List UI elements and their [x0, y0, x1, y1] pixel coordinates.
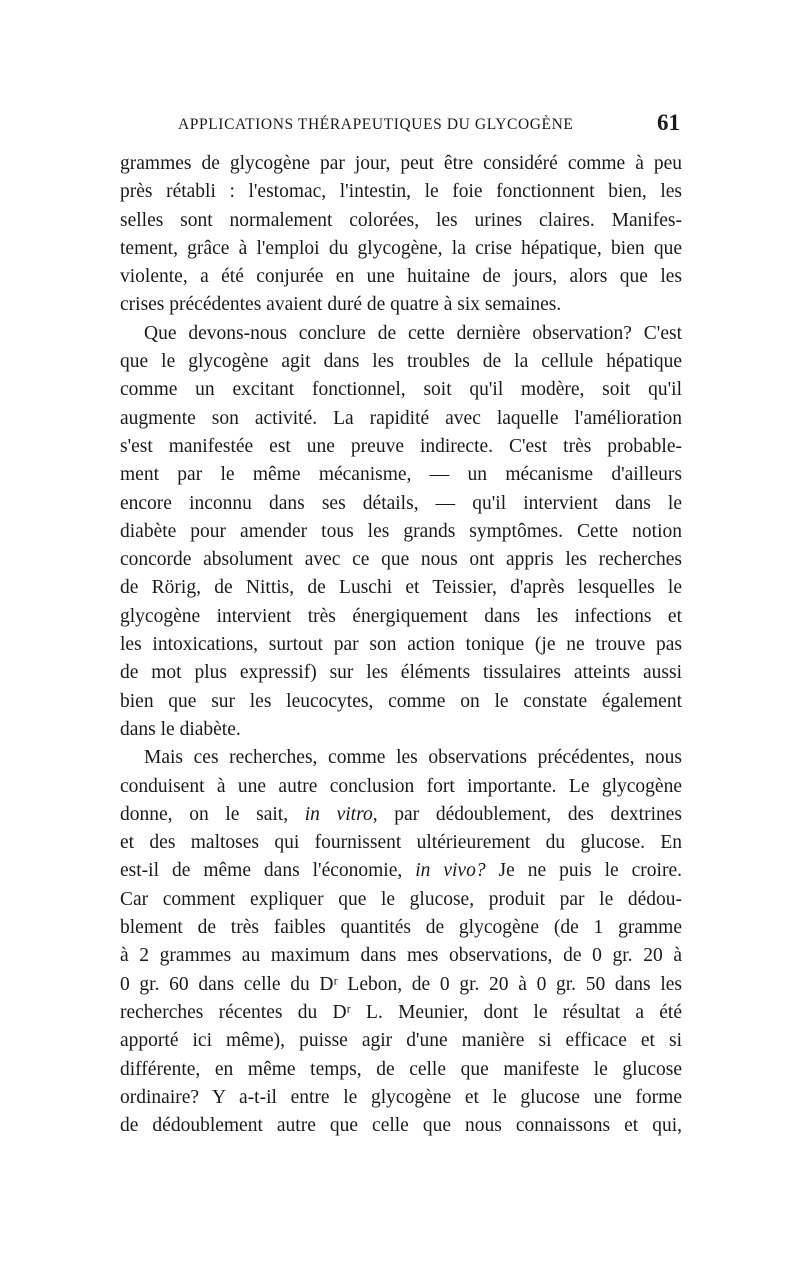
text-segment: , par dédoublement, des dextrines — [372, 803, 682, 825]
running-head — [120, 110, 682, 140]
text-line: s'est manifestée est une preuve indirecte. C'est très probable- — [120, 435, 682, 457]
text-segment: donne, on le sait, — [120, 803, 305, 825]
text-line: tement, grâce à l'emploi du glycogène, la crise hépatique, bien que — [120, 237, 682, 259]
italic-phrase: in vivo? — [415, 860, 486, 882]
text-line: 0 gr. 60 dans celle du Dʳ Lebon, de 0 gr. 20 à 0 gr. 50 dans les — [120, 973, 682, 995]
text-line: ment par le même mécanisme, — un mécanisme d'ailleurs — [120, 464, 682, 486]
text-line: les intoxications, surtout par son action tonique (je ne trouve pas — [120, 634, 682, 656]
text-line: que le glycogène agit dans les troubles de la cellule hépatique — [120, 351, 682, 373]
text-line: encore inconnu dans ses détails, — qu'il intervient dans le — [120, 492, 682, 514]
text-line — [120, 801, 682, 829]
text-line: diabète pour amender tous les grands symptômes. Cette notion — [120, 520, 682, 542]
text-line: selles sont normalement colorées, les urines claires. Manifes- — [120, 209, 682, 231]
text-line: à 2 grammes au maximum dans mes observations, de 0 gr. 20 à — [120, 945, 682, 967]
text-line: près rétabli : l'estomac, l'intestin, le foie fonctionnent bien, les — [120, 181, 682, 203]
text-line: crises précédentes avaient duré de quatre à six semaines. — [120, 294, 562, 316]
text-line: bien que sur les leucocytes, comme on le constate également — [120, 690, 682, 712]
text-segment: Je ne puis le croire. — [485, 860, 682, 882]
text-line: violente, a été conjurée en une huitaine de jours, alors que les — [120, 266, 682, 288]
text-line: de Rörig, de Nittis, de Luschi et Teissier, d'après lesquelles le — [120, 577, 682, 599]
text-line: augmente son activité. La rapidité avec laquelle l'amélioration — [120, 407, 682, 429]
paragraph — [120, 320, 682, 744]
text-line: concorde absolument avec ce que nous ont appris les recherches — [120, 549, 682, 571]
text-line: différente, en même temps, de celle que manifeste le glucose — [120, 1058, 682, 1080]
text-line: Mais ces recherches, comme les observations précédentes, nous — [144, 747, 682, 769]
body-text — [120, 150, 682, 1140]
text-line: et des maltoses qui fournissent ultérieurement du glucose. En — [120, 832, 682, 854]
text-line: Que devons-nous conclure de cette dernière observation? C'est — [144, 322, 682, 344]
text-line: blement de très faibles quantités de glycogène (de 1 gramme — [120, 917, 682, 939]
text-line: de mot plus expressif) sur les éléments tissulaires atteints aussi — [120, 662, 682, 684]
text-line: conduisent à une autre conclusion fort importante. Le glycogène — [120, 775, 682, 797]
paragraph — [120, 744, 682, 1140]
text-line: ordinaire? Y a-t-il entre le glycogène et le glucose une forme — [120, 1086, 682, 1108]
text-segment: est-il de même dans l'économie, — [120, 860, 416, 882]
text-line — [120, 857, 682, 885]
text-line: comme un excitant fonctionnel, soit qu'il modère, soit qu'il — [120, 379, 682, 401]
text-line: recherches récentes du Dʳ L. Meunier, dont le résultat a été — [120, 1001, 682, 1023]
text-line: dans le diabète. — [120, 718, 241, 740]
text-line: glycogène intervient très énergiquement dans les infections et — [120, 605, 682, 627]
text-line: apporté ici même), puisse agir d'une manière si efficace et si — [120, 1030, 682, 1052]
paragraph — [120, 150, 682, 320]
text-line: de dédoublement autre que celle que nous connaissons et qui, — [120, 1115, 682, 1137]
text-line: grammes de glycogène par jour, peut être considéré comme à peu — [120, 153, 682, 174]
page-number: 61 — [657, 110, 680, 135]
running-title: APPLICATIONS THÉRAPEUTIQUES DU GLYCOGÈNE — [178, 116, 574, 133]
text-line: Car comment expliquer que le glucose, produit par le dédou- — [120, 888, 682, 910]
italic-phrase: in vitro — [304, 803, 373, 825]
